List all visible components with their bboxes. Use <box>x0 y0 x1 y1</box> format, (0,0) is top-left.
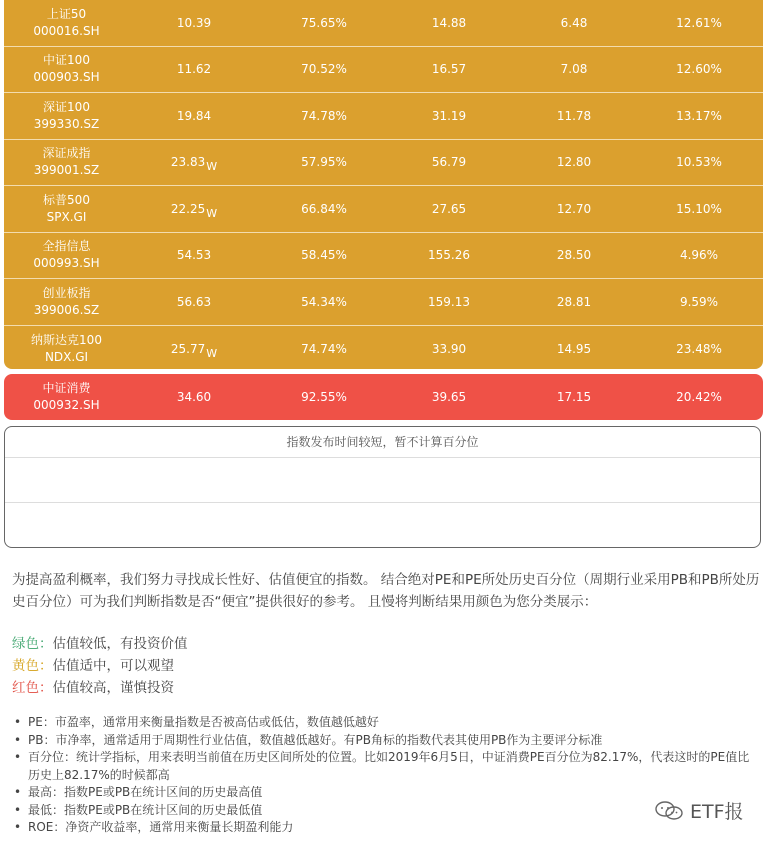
table-row[interactable] <box>4 93 763 140</box>
roe-value: 20.42% <box>676 390 722 404</box>
table-row[interactable] <box>4 326 763 370</box>
index-code: 950090.SH <box>34 481 101 495</box>
description-text: 为提高盈利概率，我们努力寻找成长性好、估值便宜的指数。 结合绝对PE和PE所处历史百分位（周期行业采用PB和PB所处历史百分位）可为我们判断指数是否“便宜”提供很好的参考。 且慢将判断结果用颜色为您分类展示： <box>12 572 760 610</box>
pe-cell <box>144 47 244 93</box>
pe-cell <box>145 458 245 502</box>
glossary-item: • 最低：指数PE或PB在统计区间的历史最低值 <box>12 802 752 820</box>
low-value: 28.81 <box>556 294 592 309</box>
index-name: 全指信息 <box>42 239 91 254</box>
pe-cell <box>144 186 244 232</box>
index-code: 000903.SH <box>33 70 100 85</box>
index-code: 000016.SH <box>33 23 100 38</box>
pe-percentile: 58.45% <box>301 248 347 263</box>
roe-value: 12.61% <box>676 15 722 30</box>
table-row[interactable] <box>4 279 763 326</box>
table-row[interactable] <box>4 0 763 47</box>
low-value: 7.47 <box>561 473 589 487</box>
roe-value: 15.10% <box>676 201 722 216</box>
index-code: 930782.CSI <box>32 526 103 541</box>
color-legend <box>12 633 188 699</box>
pe-value: 22.25 <box>170 201 206 216</box>
index-code: 000993.SH <box>33 256 100 271</box>
pe-value: 11.62 <box>176 62 212 77</box>
pe-value: 22.27 <box>177 518 213 533</box>
pe-value: 25.77 <box>170 341 206 356</box>
roe-value: 10.53% <box>676 155 722 170</box>
legend-green-text: 估值较低，有投资价值 <box>52 636 188 652</box>
pe-value: 23.83 <box>170 155 206 170</box>
pe-cell <box>144 140 244 186</box>
high-value: 16.57 <box>431 62 467 77</box>
legend-red-text: 估值较高，谨慎投资 <box>52 680 174 696</box>
high-value: 155.26 <box>428 248 470 263</box>
high-value: 33.90 <box>431 341 467 356</box>
pe-percentile: 66.84% <box>301 201 347 216</box>
w-marker: W <box>206 206 218 220</box>
pe-cell <box>144 279 244 325</box>
pe-percentile: -- <box>320 473 330 487</box>
yellow-valuation-table <box>4 0 763 369</box>
table-row[interactable] <box>4 186 763 233</box>
low-value: 17.15 <box>556 390 592 404</box>
legend-red-label: 红色： <box>12 680 53 696</box>
index-name: 深证100 <box>43 99 90 114</box>
pe-value: 54.53 <box>176 248 212 263</box>
unrated-valuation-table <box>4 426 761 548</box>
table-row[interactable] <box>4 233 763 280</box>
glossary-item: • 最高：指数PE或PB在统计区间的历史最高值 <box>12 784 752 802</box>
pe-percentile: -- <box>320 518 330 533</box>
index-name: 深证成指 <box>42 146 91 161</box>
pe-cell <box>144 326 244 370</box>
pe-percentile: 57.95% <box>301 155 347 170</box>
roe-value: 8.01% <box>680 518 720 533</box>
index-code: NDX.GI <box>44 349 89 364</box>
table-row[interactable] <box>4 140 763 187</box>
glossary-item: • PB：市净率，通常适用于周期性行业估值，数值越低越好。有PB角标的指数代表其使用PB作为主要评分标准 <box>12 732 752 750</box>
index-name: 纳斯达克100 <box>31 332 102 347</box>
low-value: 17.04 <box>557 518 593 533</box>
wechat-icon <box>654 800 684 822</box>
high-value: 12.79 <box>432 473 468 487</box>
roe-value: 12.60% <box>676 62 722 77</box>
pe-cell <box>145 503 245 548</box>
high-value: 35.08 <box>432 518 468 533</box>
index-name: 500低波动 <box>38 509 97 524</box>
pe-value: 34.60 <box>176 390 212 404</box>
low-value: 14.95 <box>556 341 592 356</box>
index-code: 399001.SZ <box>33 163 100 178</box>
pe-percentile: 74.74% <box>301 341 347 356</box>
roe-value: 3.42% <box>680 473 720 487</box>
roe-value: 23.48% <box>676 341 722 356</box>
w-marker: W <box>203 478 215 491</box>
pe-value: 8.78 <box>175 473 203 487</box>
index-code: SPX.GI <box>46 209 87 224</box>
pe-cell <box>144 0 244 46</box>
pe-percentile: 75.65% <box>301 15 347 30</box>
high-value: 56.79 <box>431 155 467 170</box>
pe-percentile: 54.34% <box>301 294 347 309</box>
low-value: 6.48 <box>560 15 588 30</box>
low-value: 28.50 <box>556 248 592 263</box>
high-value: 31.19 <box>431 108 467 123</box>
roe-value: 9.59% <box>679 294 719 309</box>
low-value: 12.70 <box>556 201 592 216</box>
glossary-item: • PE：市盈率，通常用来衡量指数是否被高估或低估，数值越低越好 <box>12 714 752 732</box>
pe-percentile: 70.52% <box>301 62 347 77</box>
roe-value: 13.17% <box>676 108 722 123</box>
glossary-item: • ROE：净资产收益率，通常用来衡量长期盈利能力 <box>12 819 752 837</box>
pe-cell <box>144 233 244 279</box>
index-name: 上证50 <box>46 6 87 21</box>
high-value: 27.65 <box>431 201 467 216</box>
w-marker: W <box>206 346 218 360</box>
index-name: 标普500 <box>43 192 90 207</box>
legend-green-label: 绿色： <box>12 636 53 652</box>
index-code: 399006.SZ <box>33 302 100 317</box>
low-value: 12.80 <box>556 155 592 170</box>
pe-value: 10.39 <box>176 15 212 30</box>
table-row[interactable] <box>5 503 760 548</box>
index-code: 000932.SH <box>33 398 100 412</box>
glossary-list <box>12 714 752 837</box>
table-row[interactable] <box>5 458 760 503</box>
watermark <box>654 797 744 824</box>
pe-value: 56.63 <box>176 294 212 309</box>
index-name: 创业板指 <box>42 285 91 300</box>
legend-yellow-label: 黄色： <box>12 658 53 674</box>
pe-percentile: 74.78% <box>301 108 347 123</box>
index-name: 中证消费 <box>42 381 91 395</box>
pe-percentile: 92.55% <box>301 390 347 404</box>
high-value: 39.65 <box>431 390 467 404</box>
roe-value: 4.96% <box>679 248 719 263</box>
red-valuation-row[interactable] <box>4 374 763 420</box>
pe-value: 19.84 <box>176 108 212 123</box>
legend-yellow-text: 估值适中，可以观望 <box>52 658 174 674</box>
watermark-text: ETF报 <box>690 801 744 823</box>
percentile-notice: 指数发布时间较短，暂不计算百分位 <box>5 427 760 458</box>
w-marker: W <box>206 160 218 174</box>
high-value: 159.13 <box>428 294 470 309</box>
table-row[interactable] <box>4 47 763 94</box>
index-name: 50AH优选 <box>39 464 96 478</box>
low-value: 11.78 <box>556 108 592 123</box>
glossary-item: • 百分位：统计学指标，用来表明当前值在历史区间所处的位置。比如2019年6月5日，中证消费PE百分位为82.17%，代表这时的PE值比历史上82.17%的时候都高 <box>12 749 752 784</box>
high-value: 14.88 <box>431 15 467 30</box>
index-code: 399330.SZ <box>33 116 100 131</box>
low-value: 7.08 <box>560 62 588 77</box>
index-name: 中证100 <box>43 53 90 68</box>
pe-cell <box>144 93 244 139</box>
